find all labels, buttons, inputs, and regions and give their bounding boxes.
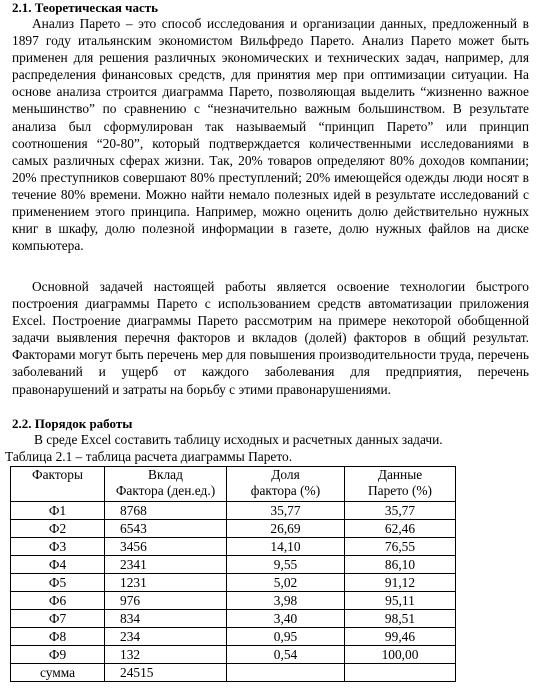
table-row (11, 520, 456, 538)
section-heading-procedure: 2.2. Порядок работы (12, 416, 133, 431)
cell-pareto: 62,46 (345, 520, 456, 538)
table-row (11, 628, 456, 646)
cell-share: 0,95 (227, 628, 345, 646)
cell-contribution: 834 (105, 610, 227, 628)
header-pareto-line2: Парето (%) (367, 483, 433, 498)
cell-factor: Ф7 (11, 610, 105, 628)
table-row (11, 556, 456, 574)
cell-share: 14,10 (227, 538, 345, 556)
table-row (11, 610, 456, 628)
cell-share: 3,98 (227, 592, 345, 610)
cell-contribution: 1231 (105, 574, 227, 592)
header-share (227, 467, 345, 502)
table-header-row (11, 467, 456, 502)
cell-share: 9,55 (227, 556, 345, 574)
cell-pareto: 76,55 (345, 538, 456, 556)
cell-factor: Ф1 (11, 502, 105, 520)
table-body (11, 502, 456, 682)
cell-contribution: 976 (105, 592, 227, 610)
pareto-table (10, 466, 456, 682)
cell-pareto: 99,46 (345, 628, 456, 646)
header-factors (11, 467, 105, 502)
cell-total-label: сумма (11, 664, 105, 682)
cell-factor: Ф6 (11, 592, 105, 610)
header-contribution (105, 467, 227, 502)
header-contribution-line1: Вклад (148, 467, 183, 482)
cell-factor: Ф9 (11, 646, 105, 664)
cell-pareto: 86,10 (345, 556, 456, 574)
table-row (11, 592, 456, 610)
header-pareto-line1: Данные (377, 467, 423, 482)
cell-pareto: 91,12 (345, 574, 456, 592)
cell-pareto: 35,77 (345, 502, 456, 520)
header-factors-label: Факторы (32, 467, 83, 482)
paragraph-task-description: Основной задачей настоящей работы является освоение технологии быстрого построения диаграммы Парето с использованием средств автоматизации приложения Excel. Построение диаграммы Парето рассмотрим на примере некоторой обобщенной задачи выявления перечня факторов и вкладов (долей) факторов в общий результат. Факторами могут быть перечень мер для повышения производительности труда, перечень заболеваний и ущерб от каждого заболевания для предприятия, перечень правонарушений и затраты на борьбу с этими правонарушениями. (12, 279, 529, 397)
header-pareto (345, 467, 456, 502)
cell-pareto: 95,11 (345, 592, 456, 610)
cell-pareto: 98,51 (345, 610, 456, 628)
header-share-line1: Доля (271, 467, 300, 482)
cell-contribution: 3456 (105, 538, 227, 556)
cell-contribution: 8768 (105, 502, 227, 520)
cell-contribution: 6543 (105, 520, 227, 538)
table-row (11, 538, 456, 556)
header-share-line2: фактора (%) (250, 483, 321, 498)
cell-pareto: 100,00 (345, 646, 456, 664)
table-row (11, 574, 456, 592)
cell-share: 35,77 (227, 502, 345, 520)
cell-factor: Ф8 (11, 628, 105, 646)
cell-contribution: 234 (105, 628, 227, 646)
cell-contribution: 132 (105, 646, 227, 664)
cell-factor: Ф5 (11, 574, 105, 592)
table-row (11, 502, 456, 520)
cell-factor: Ф2 (11, 520, 105, 538)
cell-total-contribution: 24515 (105, 664, 227, 682)
table-caption: Таблица 2.1 – таблица расчета диаграммы Парето. (5, 449, 293, 464)
paragraph-pareto-intro: Анализ Парето – это способ исследования и организации данных, предложенный в 1897 году итальянским экономистом Вильфредо Парето. Анализ Парето может быть применен для решения различных экономических и технических задач, например, для распределения финансовых средств, для принятия мер при оптимизации ситуации. На основе анализа строится диаграмма Парето, позволяющая выделить “жизненно важное меньшинство” по сравнению с “незначительно важным большинством. В результате анализа был сформулирован так называемый “принцип Парето” или принцип соотношения “20-80”, который подтверждается количественными исследованиями в самых различных сферах жизни. Так, 20% товаров определяют 80% доходов компании; 20% преступников совершают 80% преступлений; 20% имеющейся одежды люди носят в течение 80% времени. Можно найти немало полезных идей в результате исследований с применением этого принципа. Например, можно оценить долю действительно нужных книг в шкафу, долю полезной информации в газете, долю нужных файлов на диске компьютера. (12, 16, 529, 254)
cell-total-pareto (345, 664, 456, 682)
cell-share: 26,69 (227, 520, 345, 538)
cell-share: 0,54 (227, 646, 345, 664)
cell-factor: Ф3 (11, 538, 105, 556)
instruction-text: В среде Excel составить таблицу исходных и расчетных данных задачи. (34, 432, 443, 447)
section-heading-theory: 2.1. Теоретическая часть (12, 0, 159, 15)
table-row (11, 646, 456, 664)
cell-contribution: 2341 (105, 556, 227, 574)
cell-share: 5,02 (227, 574, 345, 592)
cell-total-share (227, 664, 345, 682)
header-contribution-line2: Фактора (ден.ед.) (115, 483, 216, 498)
cell-factor: Ф4 (11, 556, 105, 574)
cell-share: 3,40 (227, 610, 345, 628)
table-total-row (11, 664, 456, 682)
